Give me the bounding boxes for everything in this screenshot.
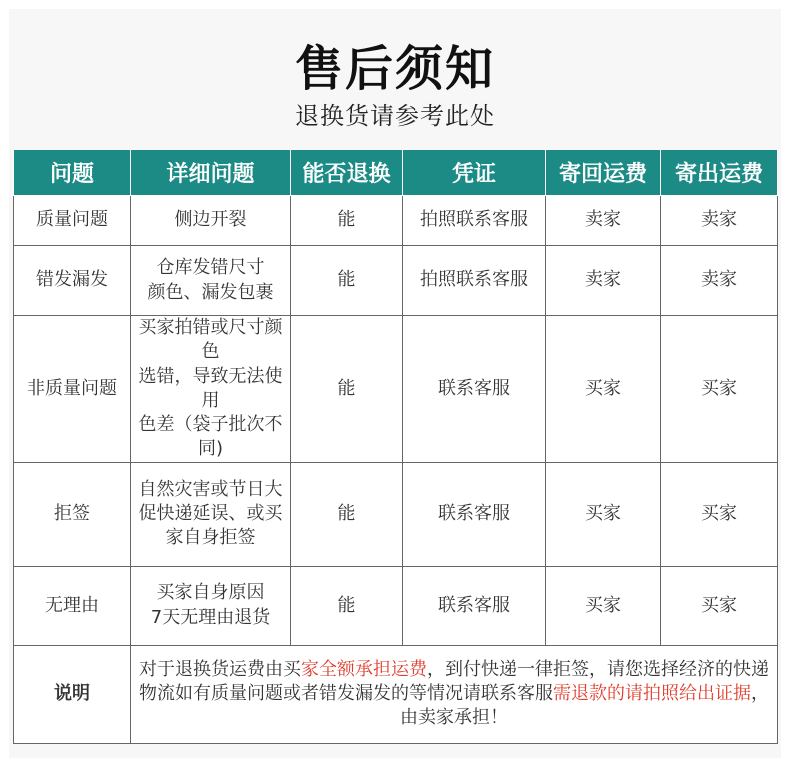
note-text-part: 对于退换货运费由买 [139,658,301,680]
issue-cell: 非质量问题 [14,316,131,463]
header-return-shipping: 寄回运费 [546,150,661,196]
detail-line: 自然灾害或节日大 [138,478,283,500]
detail-cell [131,196,291,246]
proof-cell: 拍照联系客服 [403,246,546,316]
returnable-cell: 能 [291,462,403,566]
returnable-cell: 能 [291,196,403,246]
detail-cell [131,566,291,645]
note-highlight: 家全额承担运费 [301,658,427,680]
detail-line: 买家自身原因 [156,582,265,604]
return-shipping-cell: 买家 [546,462,661,566]
table-row [14,566,778,645]
page-title: 售后须知 [294,41,495,97]
detail-cell [131,246,291,316]
issue-cell: 拒签 [14,462,131,566]
detail-line: 7天无理由退货 [150,606,271,628]
returnable-cell: 能 [291,316,403,463]
note-text [131,645,778,743]
table-row [14,462,778,566]
header-returnable: 能否退换 [291,150,403,196]
note-text-part: ，由卖家承担！ [400,683,769,729]
proof-cell: 联系客服 [403,316,546,463]
return-shipping-cell: 卖家 [546,196,661,246]
detail-line: 侧边开裂 [174,209,247,231]
detail-cell [131,462,291,566]
note-text-part: ，到付快递一律拒签，请您选择经济的快递物流如有质量问题或者错发漏发的等情况请联系客服 [139,658,769,705]
detail-line: 仓库发错尺寸 [156,257,265,279]
proof-cell: 拍照联系客服 [403,196,546,246]
returnable-cell: 能 [291,566,403,645]
header-send-shipping: 寄出运费 [661,150,778,196]
send-shipping-cell: 买家 [661,566,778,645]
note-row [14,645,778,743]
header-issue: 问题 [14,150,131,196]
detail-line: 色差（袋子批次不同) [138,414,283,460]
issue-cell: 质量问题 [14,196,131,246]
note-highlight: 需退款的请拍照给出证据 [553,683,751,705]
table-row [14,246,778,316]
detail-line: 家自身拒签 [165,527,256,549]
detail-line: 选错，导致无法使用 [138,365,283,411]
detail-cell [131,316,291,463]
table-row [14,196,778,246]
return-shipping-cell: 买家 [546,566,661,645]
send-shipping-cell: 卖家 [661,246,778,316]
after-sales-table [13,150,778,744]
returnable-cell: 能 [291,246,403,316]
table-row [14,316,778,463]
page-subtitle: 退换货请参考此处 [295,102,495,130]
detail-line: 促快递延误、或买 [138,503,283,525]
header-detail: 详细问题 [131,150,291,196]
header-proof: 凭证 [403,150,546,196]
detail-line: 颜色、漏发包裹 [147,281,274,303]
table-header-row [14,150,778,196]
send-shipping-cell: 买家 [661,316,778,463]
proof-cell: 联系客服 [403,566,546,645]
detail-line: 买家拍错或尺寸颜色 [138,317,283,363]
issue-cell: 无理由 [14,566,131,645]
send-shipping-cell: 买家 [661,462,778,566]
send-shipping-cell: 卖家 [661,196,778,246]
note-label: 说明 [14,645,131,743]
proof-cell: 联系客服 [403,462,546,566]
return-shipping-cell: 卖家 [546,246,661,316]
issue-cell: 错发漏发 [14,246,131,316]
return-shipping-cell: 买家 [546,316,661,463]
